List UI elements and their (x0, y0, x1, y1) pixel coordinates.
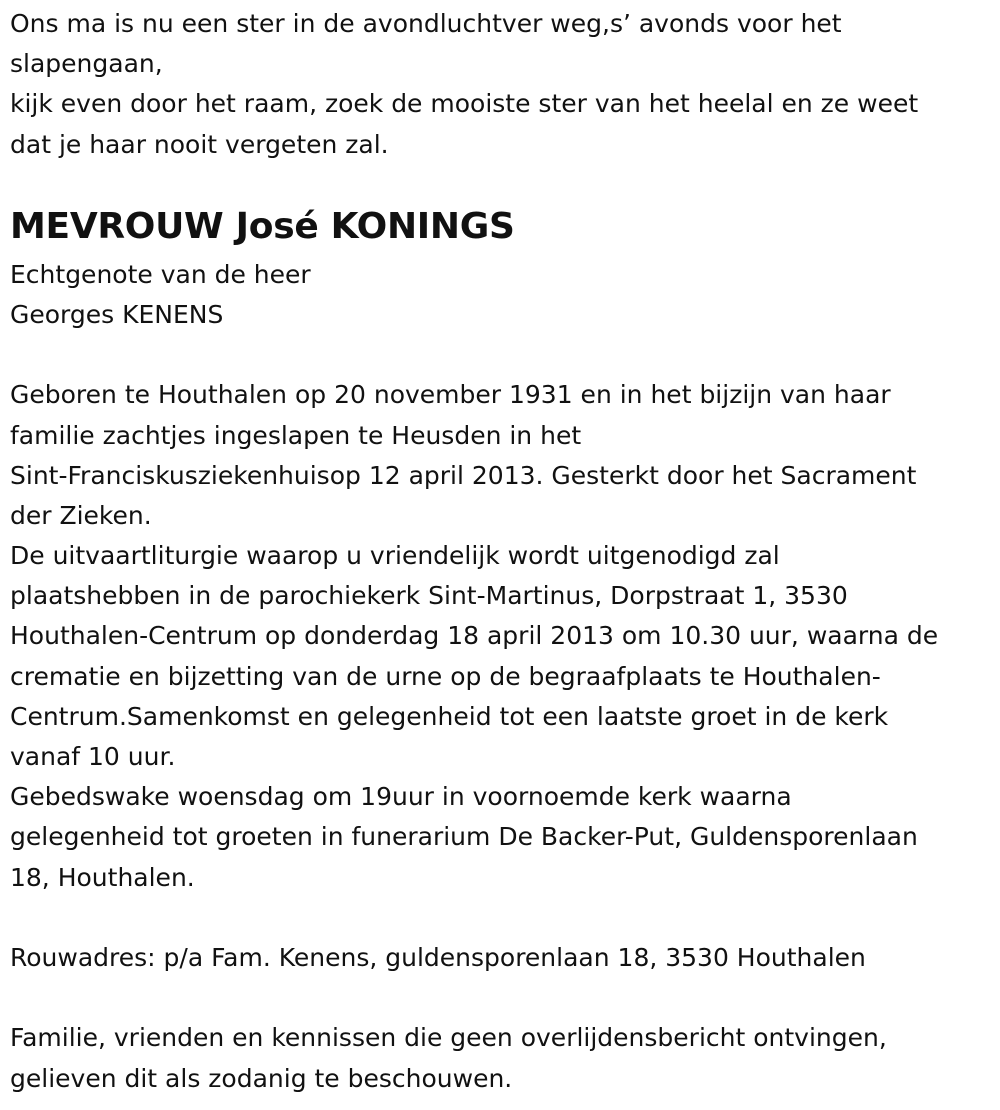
closing-line: Familie, vrienden en kennissen die geen overlijdensbericht ontvingen, (10, 1023, 887, 1053)
spouse-line: Georges KENENS (10, 299, 224, 329)
closing-text (10, 1018, 990, 1098)
paragraph-spacer (10, 898, 990, 938)
details-line: vanaf 10 uur. (10, 742, 176, 771)
details-text (10, 375, 990, 897)
paragraph-spacer (10, 335, 990, 375)
address-line: Rouwadres: p/a Fam. Kenens, guldensporenlaan 18, 3530 Houthalen (10, 942, 866, 972)
poem-line: dat je haar nooit vergeten zal. (10, 129, 389, 159)
details-line: crematie en bijzetting van de urne op de begraafplaats te Houthalen- (10, 661, 881, 691)
details-line: gelegenheid tot groeten in funerarium De Backer-Put, Guldensporenlaan (10, 822, 918, 852)
details-line: familie zachtjes ingeslapen te Heusden in het (10, 420, 582, 450)
poem-line: Ons ma is nu een ster in de avondluchtver weg,s’ avonds voor het (10, 9, 842, 38)
spouse-text (10, 255, 990, 335)
details-line: Houthalen-Centrum op donderdag 18 april 2013 om 10.30 uur, waarna de (10, 621, 939, 651)
details-line: Sint-Franciskusziekenhuisop 12 april 2013. Gesterkt door het Sacrament (10, 460, 917, 490)
address-text (10, 938, 990, 978)
details-line: De uitvaartliturgie waarop u vriendelijk wordt uitgenodigd zal (10, 541, 780, 571)
details-line: 18, Houthalen. (10, 862, 195, 892)
details-line: Centrum.Samenkomst en gelegenheid tot een laatste groet in de kerk (10, 701, 889, 731)
poem-line: kijk even door het raam, zoek de mooiste ster van het heelal en ze weet (10, 89, 919, 119)
poem-line: slapengaan, (10, 49, 163, 79)
deceased-name: MEVROUW José KONINGS (10, 205, 515, 247)
details-line: plaatshebben in de parochiekerk Sint-Martinus, Dorpstraat 1, 3530 (10, 581, 848, 611)
poem-text (10, 4, 990, 165)
details-line: Geboren te Houthalen op 20 november 1931 en in het bijzijn van haar (10, 380, 891, 410)
paragraph-spacer (10, 978, 990, 1018)
details-line: der Zieken. (10, 500, 152, 530)
details-line: Gebedswake woensdag om 19uur in voornoemde kerk waarna (10, 782, 792, 812)
closing-line: gelieven dit als zodanig te beschouwen. (10, 1063, 513, 1093)
spouse-line: Echtgenote van de heer (10, 259, 311, 289)
